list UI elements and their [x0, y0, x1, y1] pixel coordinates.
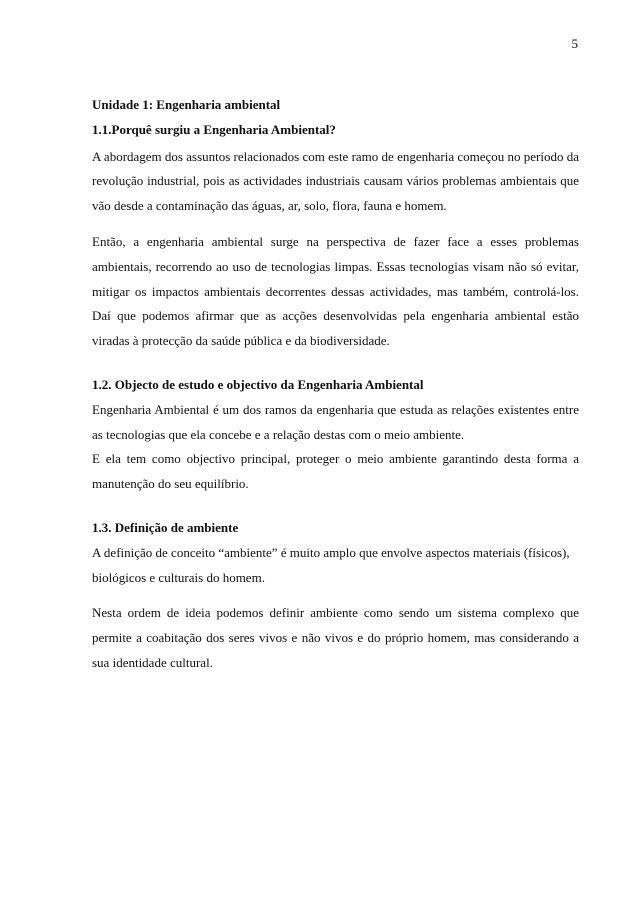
section-heading-1-3: 1.3. Definição de ambiente	[92, 519, 239, 535]
section-heading-1-2: 1.2. Objecto de estudo e objectivo da Engenharia Ambiental	[92, 376, 424, 392]
section-heading-1-1: 1.1.Porquê surgiu a Engenharia Ambiental?	[92, 121, 336, 137]
paragraph-1-1-b: Então, a engenharia ambiental surge na perspectiva de fazer face a esses problemas ambientais, recorrendo ao uso de tecnologias limpas. Essas tecnologias visam não só evitar, mitigar os impactos ambientais decorrentes dessas actividades, mas também, controlá-los. Daí que podemos afirmar que as acções desenvolvidas pela engenharia ambiental estão viradas à protecção da saúde pública e da biodiversidade.	[92, 233, 579, 349]
paragraph-1-1-a: A abordagem dos assuntos relacionados com este ramo de engenharia começou no período da revolução industrial, pois as actividades industriais causam vários problemas ambientais que vão desde a contaminação das águas, ar, solo, flora, fauna e homem.	[92, 148, 579, 214]
page-number: 5	[571, 36, 578, 51]
paragraph-1-3-b: Nesta ordem de ideia podemos definir ambiente como sendo um sistema complexo que permite a coabitação dos seres vivos e não vivos e do próprio homem, mas considerando a sua identidade cultural.	[92, 605, 579, 670]
page-content	[92, 93, 579, 687]
paragraph-1-2-a: Engenharia Ambiental é um dos ramos da engenharia que estuda as relações existentes entre as tecnologias que ela concebe e a relação destas com o meio ambiente.	[92, 401, 579, 442]
paragraph-1-2-b: E ela tem como objectivo principal, proteger o meio ambiente garantindo desta forma a manutenção do seu equilíbrio.	[92, 451, 579, 492]
paragraph-1-3-a: A definição de conceito “ambiente” é muito amplo que envolve aspectos materiais (físicos), biológicos e culturais do homem.	[92, 544, 570, 585]
unit-title: Unidade 1: Engenharia ambiental	[92, 97, 281, 112]
